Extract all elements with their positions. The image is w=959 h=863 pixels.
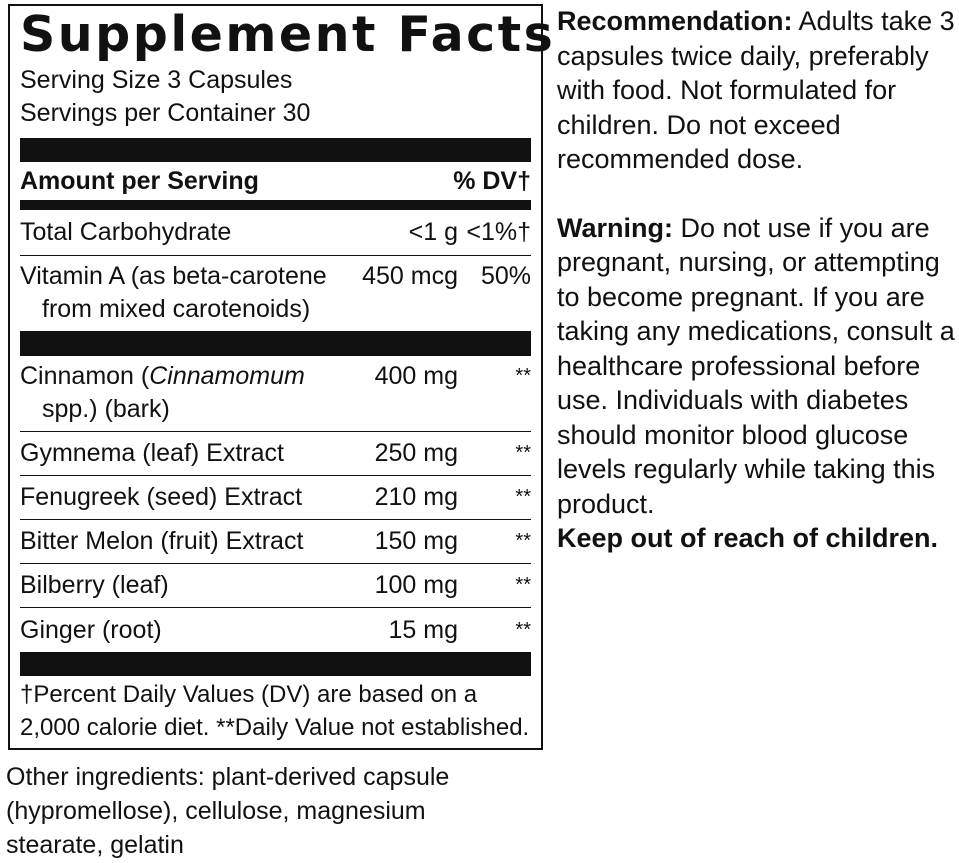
row-dv: 50%	[480, 262, 531, 290]
row-name: Bitter Melon (fruit) Extract	[20, 527, 304, 555]
row-name-line2: spp.) (bark)	[42, 395, 170, 423]
row-dv: **	[515, 486, 531, 508]
serving-size: Serving Size 3 Capsules	[20, 66, 293, 94]
panel-title: Supplement Facts	[20, 6, 556, 63]
row-dv: **	[515, 618, 531, 641]
row-amount: 400 mg	[374, 362, 458, 390]
footnote: †Percent Daily Values (DV) are based on a 2,000 calorie diet. **Daily Value not established.	[20, 681, 530, 741]
keep-out-notice	[557, 521, 957, 556]
keep-out-text: Keep out of reach of children.	[557, 523, 939, 553]
row-dv: **	[515, 365, 531, 387]
row-name: Fenugreek (seed) Extract	[20, 483, 303, 511]
table-row	[20, 210, 531, 256]
header-amount: Amount per Serving	[20, 166, 259, 195]
row-name: Total Carbohydrate	[20, 218, 232, 246]
row-amount: <1 g	[408, 218, 458, 246]
row-dv: <1%†	[466, 218, 531, 246]
servings-per-container: Servings per Container 30	[20, 99, 311, 127]
header-dv: % DV†	[453, 166, 531, 195]
divider-bar	[20, 200, 531, 210]
table-row	[20, 564, 531, 608]
row-amount: 250 mg	[374, 439, 458, 467]
row-amount: 100 mg	[374, 571, 458, 599]
row-amount: 450 mcg	[362, 262, 458, 290]
row-name	[20, 360, 356, 431]
recommendation-text: Adults take 3 capsules twice daily, preferably with food. Not formulated for children. Do not exceed recommended dose.	[557, 6, 955, 174]
row-name-pre: Cinnamon (	[20, 362, 150, 390]
row-amount: 150 mg	[374, 527, 458, 555]
table-row	[20, 608, 531, 652]
row-name-line2: from mixed carotenoids)	[42, 295, 311, 323]
other-ingredients: Other ingredients: plant-derived capsule (hypromellose), cellulose, magnesium stearate, gelatin	[6, 763, 450, 859]
row-dv: **	[515, 530, 531, 552]
warning	[557, 211, 957, 522]
divider-bar	[20, 138, 531, 162]
supplement-facts-panel	[8, 4, 556, 750]
row-name-line1: Vitamin A (as beta-carotene	[20, 262, 327, 290]
row-amount: 15 mg	[388, 615, 458, 644]
row-name: Ginger (root)	[20, 615, 162, 644]
warning-label: Warning:	[557, 212, 673, 243]
row-name	[20, 260, 356, 331]
table-row	[20, 476, 531, 520]
table-row	[20, 432, 531, 476]
warning-text: Do not use if you are pregnant, nursing, or attempting to become pregnant. If you are taking any medications, consult a healthcare professional before use. Individuals with diabetes should monitor blood glucose levels regularly while taking this product.	[557, 212, 955, 519]
divider-bar	[20, 332, 531, 356]
recommendation-label: Recommendation:	[557, 6, 793, 36]
row-amount: 210 mg	[374, 483, 458, 511]
table-row	[20, 256, 531, 332]
directions-text	[557, 4, 957, 556]
table-header	[20, 162, 531, 200]
row-name: Bilberry (leaf)	[20, 571, 169, 599]
table-row	[20, 356, 531, 432]
table-row	[20, 520, 531, 564]
row-name-italic: Cinnamomum	[149, 362, 305, 390]
divider-bar	[20, 652, 531, 676]
row-dv: **	[515, 574, 531, 596]
recommendation	[557, 4, 957, 177]
row-name: Gymnema (leaf) Extract	[20, 439, 284, 467]
row-dv: **	[515, 442, 531, 464]
